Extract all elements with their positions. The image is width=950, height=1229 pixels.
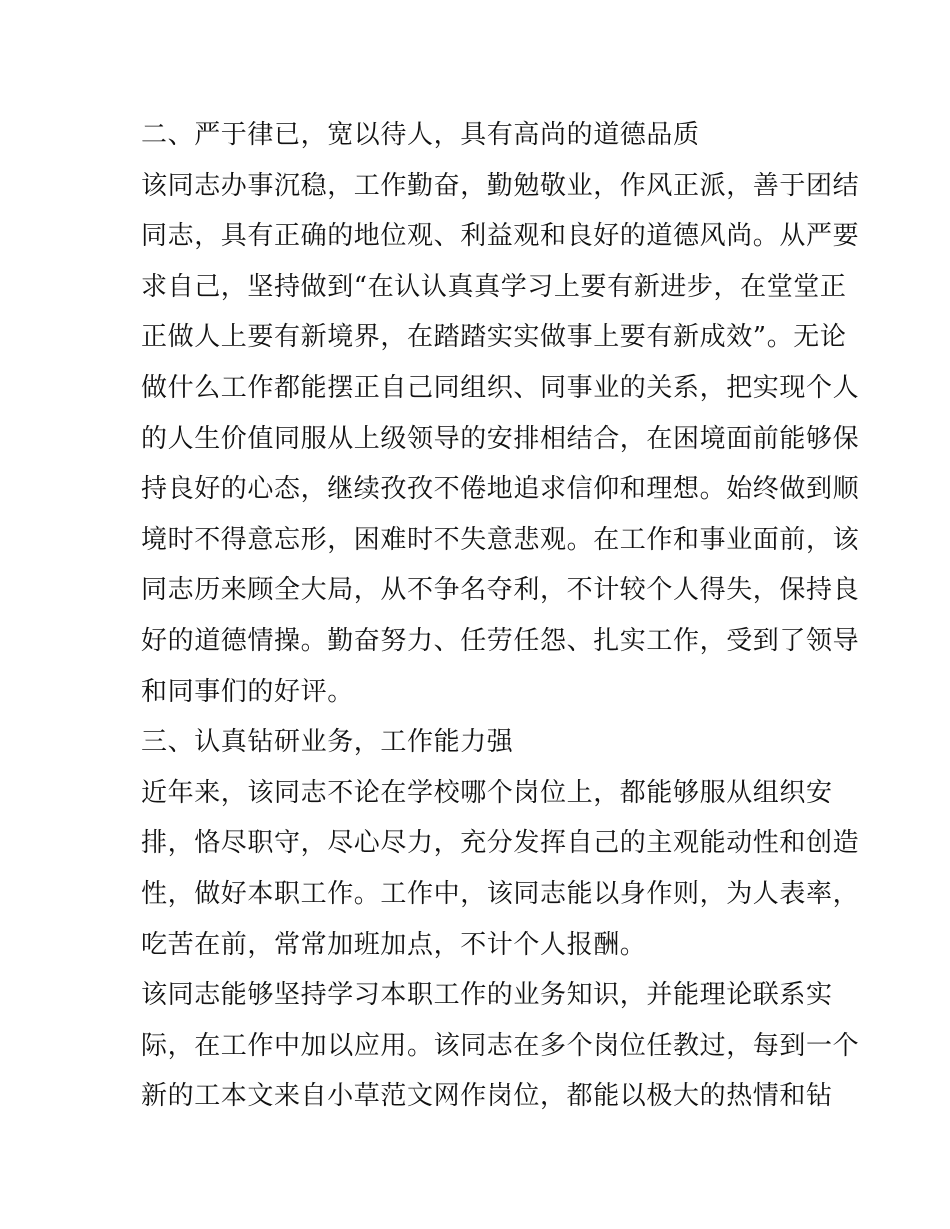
text-line: 正做人上要有新境界，在踏踏实实做事上要有新成效”。无论 (141, 322, 847, 353)
section-heading: 三、认真钻研业务，工作能力强 (141, 727, 514, 758)
text-line: 的人生价值同服从上级领导的安排相结合，在困境面前能够保 (141, 423, 860, 454)
text-line: 该同志办事沉稳，工作勤奋，勤勉敬业，作风正派，善于团结 (141, 170, 860, 201)
text-line: 新的工本文来自小草范文网作岗位，都能以极大的热情和钻 (141, 1081, 833, 1112)
text-line: 际，在工作中加以应用。该同志在多个岗位任教过，每到一个 (141, 1030, 860, 1061)
text-line: 排，恪尽职守，尽心尽力，充分发挥自己的主观能动性和创造 (141, 828, 860, 859)
text-line: 同志，具有正确的地位观、利益观和良好的道德风尚。从严要 (141, 221, 860, 252)
section-heading: 二、严于律已，宽以待人，具有高尚的道德品质 (141, 120, 700, 150)
text-line: 好的道德情操。勤奋努力、任劳任怨、扎实工作，受到了领导 (141, 625, 860, 656)
text-line: 该同志能够坚持学习本职工作的业务知识，并能理论联系实 (141, 980, 833, 1011)
text-line: 求自己，坚持做到“在认认真真学习上要有新进步，在堂堂正 (141, 271, 847, 302)
document-body (141, 110, 860, 1122)
text-line: 性，做好本职工作。工作中，该同志能以身作则，为人表率， (141, 878, 860, 909)
text-line: 近年来，该同志不论在学校哪个岗位上，都能够服从组织安 (141, 777, 833, 808)
text-line: 吃苦在前，常常加班加点，不计个人报酬。 (141, 929, 647, 960)
text-line: 持良好的心态，继续孜孜不倦地追求信仰和理想。始终做到顺 (141, 474, 860, 505)
text-line: 和同事们的好评。 (141, 676, 354, 707)
text-line: 做什么工作都能摆正自己同组织、同事业的关系，把实现个人 (141, 372, 860, 403)
text-line: 境时不得意忘形，困难时不失意悲观。在工作和事业面前，该 (141, 524, 860, 555)
text-line: 同志历来顾全大局，从不争名夺利，不计较个人得失，保持良 (141, 575, 860, 606)
